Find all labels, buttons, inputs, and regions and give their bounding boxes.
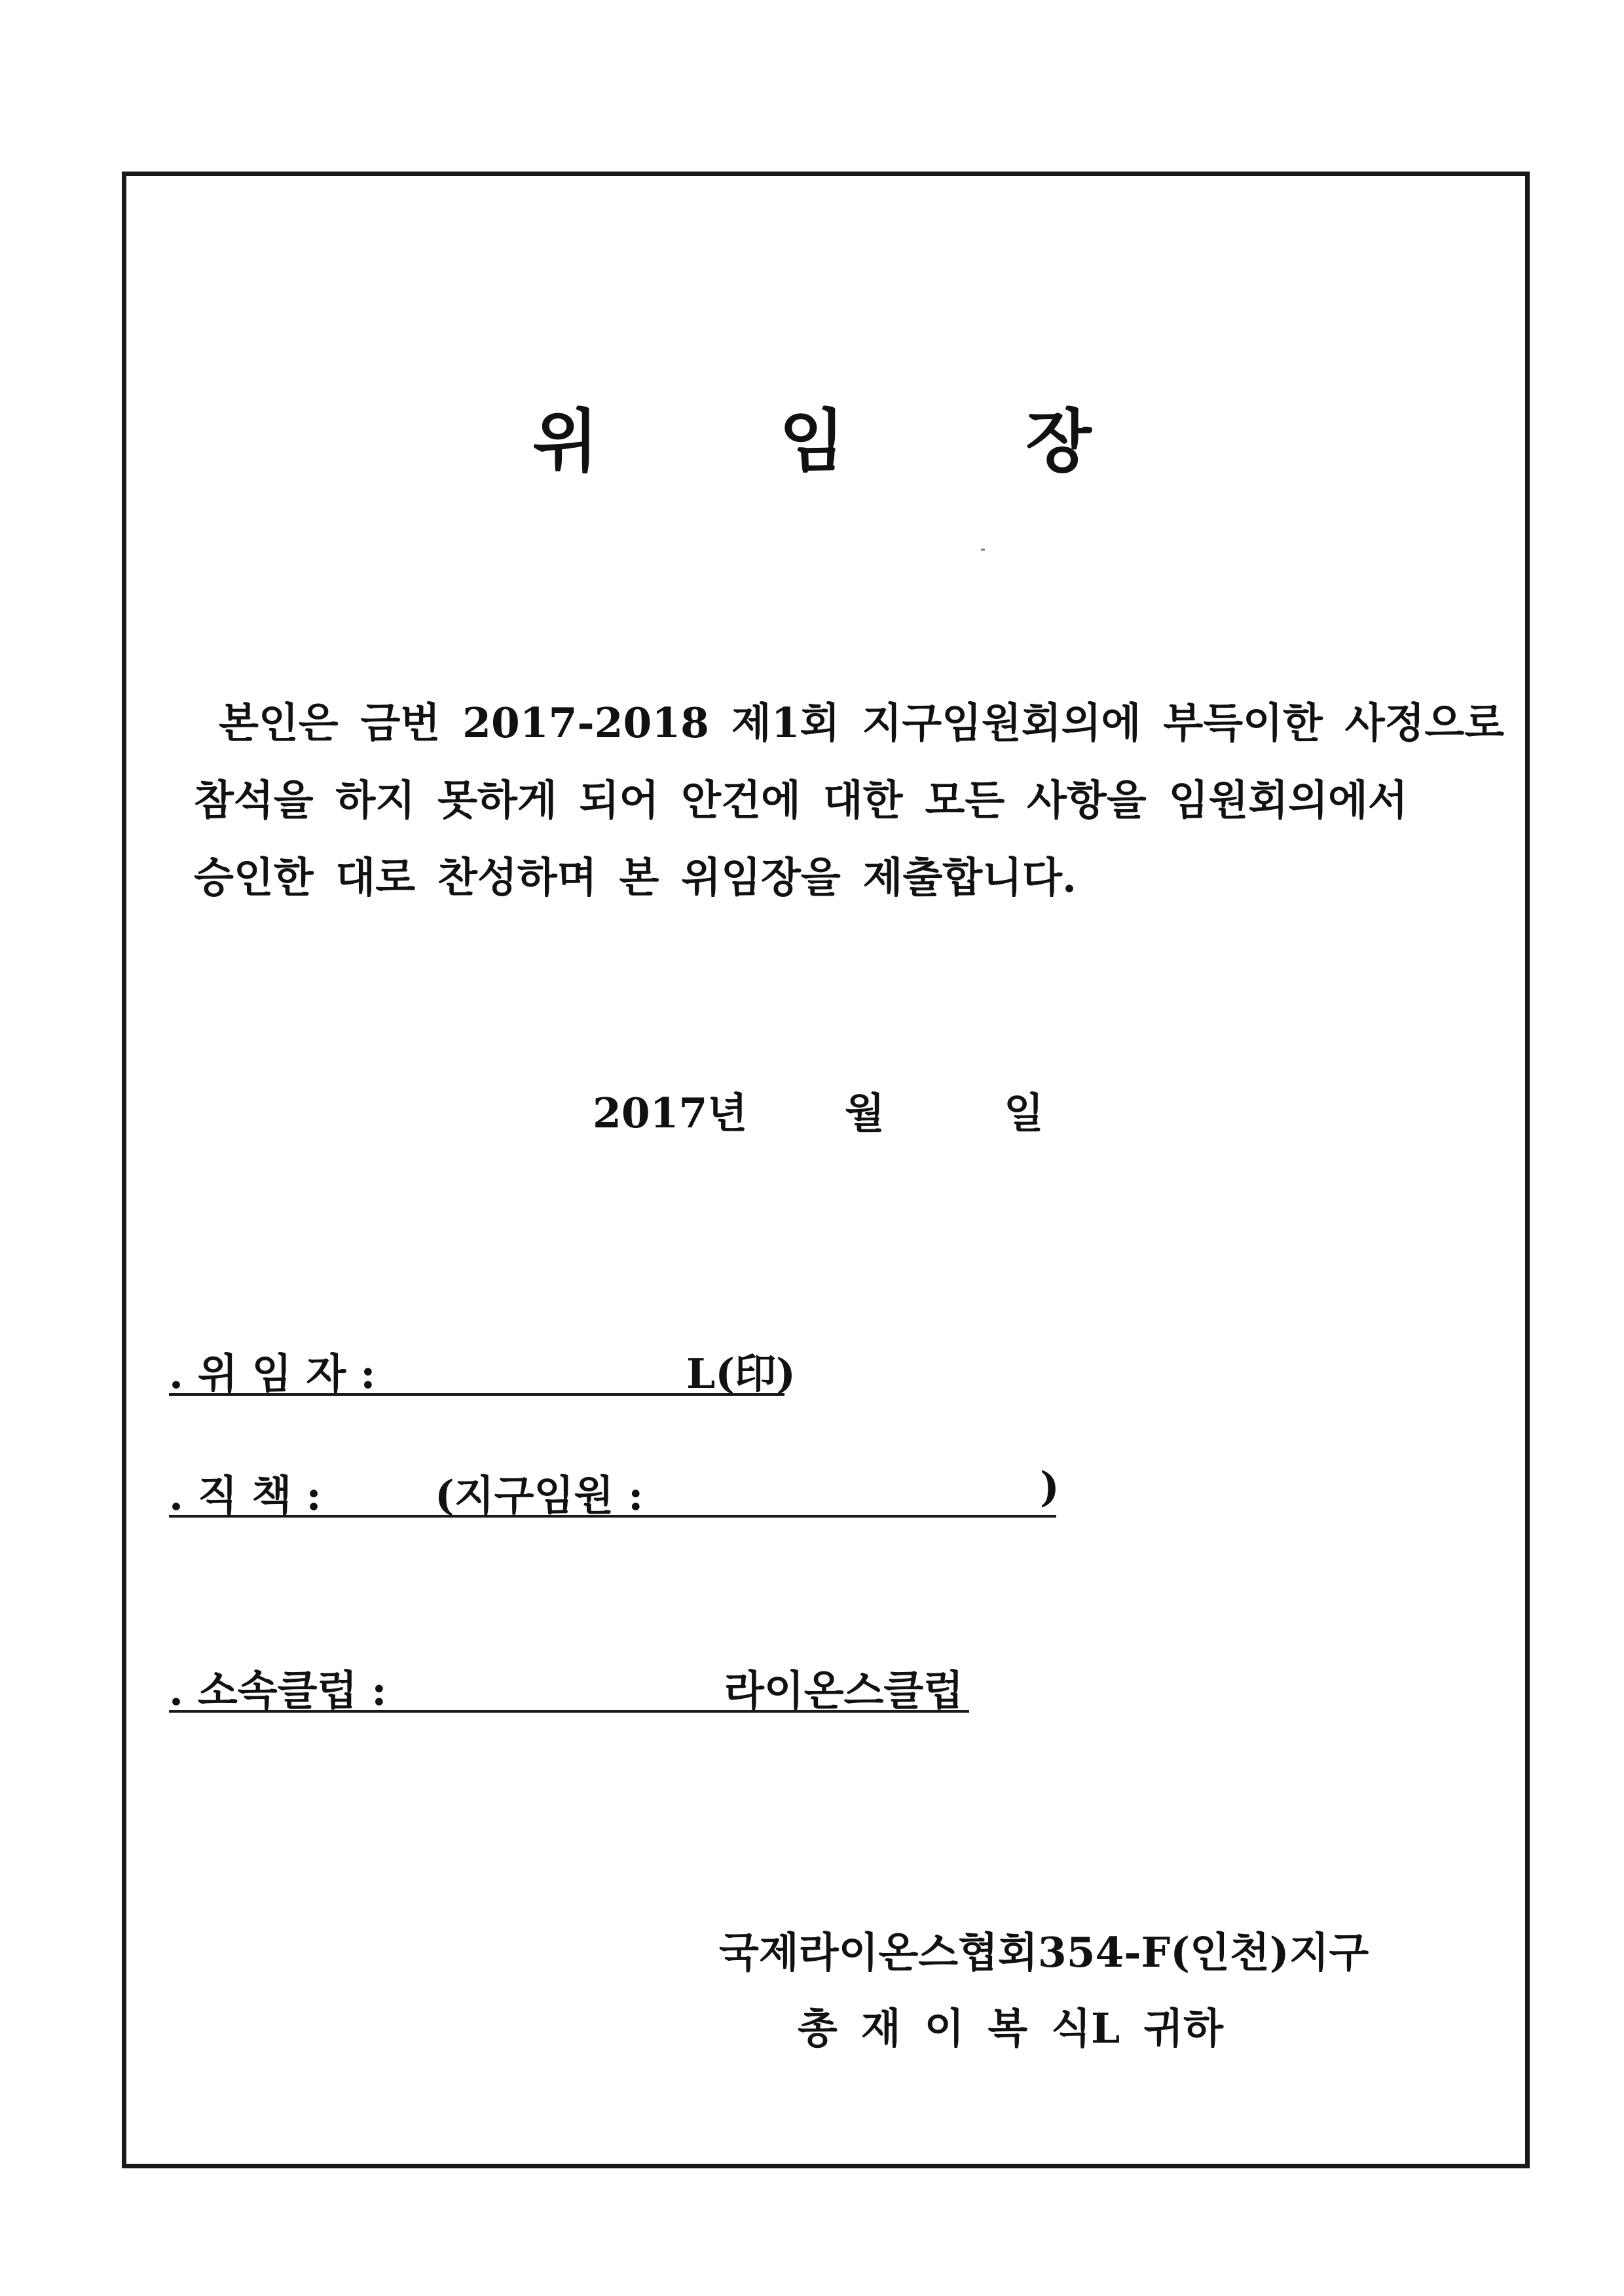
- date-year: 2017년: [593, 1089, 748, 1137]
- delegator-label: . 위 임 자 :: [169, 1349, 376, 1398]
- club-suffix: 라이온스클럽: [724, 1666, 964, 1715]
- club-label: . 소속클럽 :: [169, 1666, 387, 1715]
- addressee-line: 총 재 이 복 식L 귀하: [798, 2004, 1223, 2052]
- organization-name: 국제라이온스협회354-F(인천)지구: [719, 1928, 1369, 1977]
- body-line-1: 본인은 금번 2017-2018 제1회 지구임원회의에 부득이한 사정으로: [219, 699, 1505, 747]
- document-title: 위 임 장: [532, 401, 1092, 481]
- position-label: . 직 책 :: [169, 1471, 322, 1520]
- position-close: ): [1040, 1463, 1060, 1511]
- position-field: [169, 1463, 1060, 1520]
- delegator-seal-text: L(印): [686, 1349, 796, 1398]
- club-field: [169, 1658, 969, 1713]
- scan-speck: [981, 549, 985, 551]
- date-month: 월: [845, 1089, 885, 1137]
- position-prefix: (지구임원 :: [435, 1471, 644, 1520]
- date-day: 일: [1004, 1089, 1044, 1137]
- body-line-2: 참석을 하지 못하게 되어 안건에 대한 모든 사항을 임원회의에서: [194, 776, 1408, 824]
- body-line-3: 승인한 대로 찬성하며 본 위임장을 제출합니다.: [194, 853, 1077, 902]
- body-paragraph: [194, 684, 1505, 916]
- delegator-field: [169, 1341, 796, 1398]
